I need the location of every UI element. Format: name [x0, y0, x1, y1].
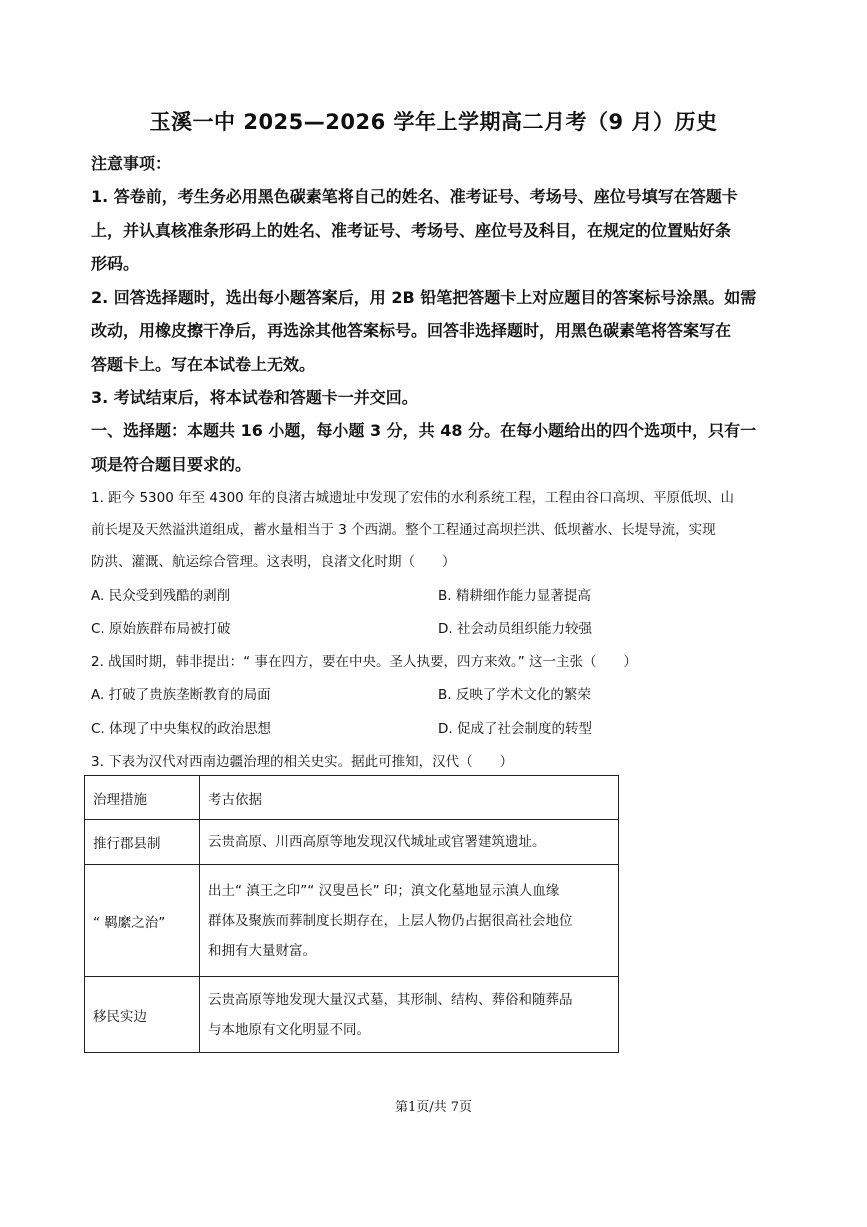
notes-line: 答题卡上。写在本试卷上无效。: [91, 355, 316, 374]
question-2-option-d: D. 促成了社会制度的转型: [438, 721, 592, 737]
table-cell-evidence: [200, 820, 619, 865]
table-cell-measure: 移民实边: [85, 977, 200, 1053]
notes-line: 1. 答卷前，考生务必用黑色碳素笔将自己的姓名、准考证号、考场号、座位号填写在答题卡: [91, 187, 738, 206]
notes-line: 改动，用橡皮擦干净后，再选涂其他答案标号。回答非选择题时，用黑色碳素笔将答案写在: [91, 321, 732, 340]
question-1-option-d: D. 社会动员组织能力较强: [438, 621, 592, 637]
section-heading: 项是符合题目要求的。: [91, 455, 252, 474]
notes-line: 形码。: [91, 254, 140, 273]
table-header-cell: 考古依据: [200, 776, 619, 820]
notes-line: 3. 考试结束后，将本试卷和答题卡一并交回。: [91, 388, 418, 407]
table-row: [85, 977, 619, 1053]
evidence-line: 云贵高原等地发现大量汉式墓，其形制、结构、葬俗和随葬品: [208, 991, 573, 1008]
question-2-option-c: C. 体现了中央集权的政治思想: [91, 721, 272, 737]
table-cell-evidence: [200, 865, 619, 977]
evidence-line: 云贵高原、川西高原等地发现汉代城址或官署建筑遗址。: [208, 834, 546, 850]
table-cell-measure: “ 羁縻之治”: [85, 865, 200, 977]
page-footer: 第1页/共 7页: [394, 1100, 473, 1115]
question-1-option-b: B. 精耕细作能力显著提高: [438, 588, 591, 604]
table-row: [85, 820, 619, 865]
notes-line: 2. 回答选择题时，选出每小题答案后，用 2B 铅笔把答题卡上对应题目的答案标号涂黑。如需: [91, 288, 757, 307]
evidence-line: 与本地原有文化明显不同。: [208, 1021, 370, 1038]
question-3-table: [84, 775, 619, 1053]
evidence-line: 和拥有大量财富。: [208, 942, 316, 959]
table-header-cell: 治理措施: [85, 776, 200, 820]
question-1-stem: 1. 距今 5300 年至 4300 年的良渚古城遗址中发现了宏伟的水利系统工程，工程由谷口高坝、平原低坝、山: [91, 490, 735, 506]
notes-line: 上，并认真核准条形码上的姓名、准考证号、考场号、座位号及科目，在规定的位置贴好条: [91, 221, 732, 240]
question-1-option-a: A. 民众受到残酷的剥削: [91, 588, 231, 604]
question-3-stem: 3. 下表为汉代对西南边疆治理的相关史实。据此可推知，汉代（ ）: [91, 754, 514, 770]
evidence-line: 出土“ 滇王之印”“ 汉叟邑长” 印；滇文化墓地显示滇人血缘: [208, 882, 560, 899]
question-1-stem: 前长堤及天然溢洪道组成，蓄水量相当于 3 个西湖。整个工程通过高坝拦洪、低坝蓄水、长堤导流，实现: [91, 522, 716, 538]
question-2-option-a: A. 打破了贵族垄断教育的局面: [91, 687, 271, 703]
table-row: [85, 865, 619, 977]
question-2-stem: 2. 战国时期，韩非提出：“ 事在四方，要在中央。圣人执要，四方来效。” 这一主张（ ）: [91, 654, 637, 670]
exam-title: 玉溪一中 2025—2026 学年上学期高二月考（9 月）历史: [149, 110, 718, 134]
table-cell-measure: 推行郡县制: [85, 820, 200, 865]
table-cell-evidence: [200, 977, 619, 1053]
section-heading: 一、选择题：本题共 16 小题，每小题 3 分，共 48 分。在每小题给出的四个选项中，只有一: [91, 421, 757, 440]
notes-heading: 注意事项：: [91, 154, 172, 173]
table-header-row: [85, 776, 619, 820]
question-1-stem: 防洪、灌溉、航运综合管理。这表明，良渚文化时期（ ）: [91, 554, 456, 570]
question-1-option-c: C. 原始族群布局被打破: [91, 621, 231, 637]
question-2-option-b: B. 反映了学术文化的繁荣: [438, 687, 591, 703]
evidence-line: 群体及聚族而葬制度长期存在，上层人物仍占据很高社会地位: [208, 912, 573, 929]
